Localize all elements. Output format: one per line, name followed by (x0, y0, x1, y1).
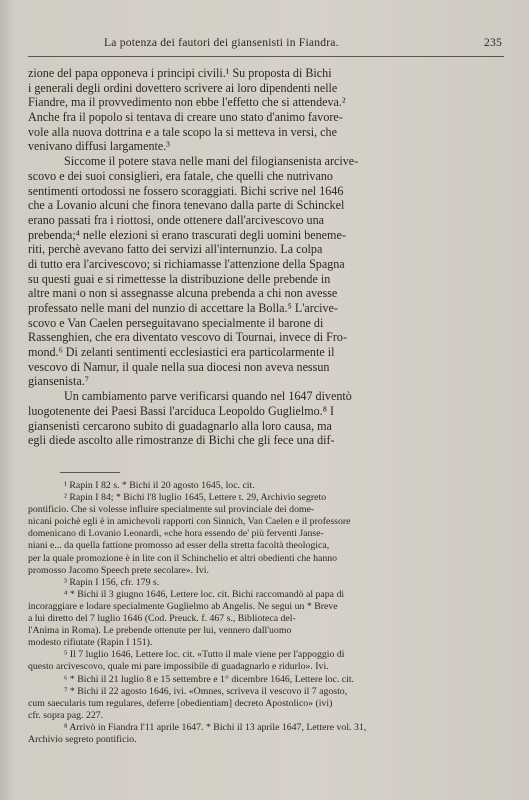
footnote-line: incoraggiare e lodare specialmente Guglielmo ab Angelis. Ne segui un * Breve (28, 600, 338, 612)
text-line: mond.⁶ Di zelanti sentimenti ecclesiastici era particolarmente il (28, 345, 335, 360)
footnote-line: l'Anima in Roma). Le prebende ottenute per lui, vennero dall'uomo (28, 625, 292, 637)
footnote-line: ⁵ Il 7 luglio 1646, Lettere loc. cit. «Tutto il male viene per l'appoggio di (64, 649, 345, 661)
text-line: su questi guai e si rimettesse la distribuzione delle prebende in (28, 271, 331, 286)
text-line: luogotenente dei Paesi Bassi l'arciduca Leopoldo Guglielmo.⁸ I (28, 403, 334, 418)
text-line: scovo e Van Caelen perseguitavano specialmente il barone di (28, 315, 324, 330)
running-header (60, 36, 502, 54)
footnote-line: promosso Jacomo Speech prete secolare». Ivi. (28, 564, 209, 576)
text-line: che a Lovanio alcuni che finora tenevano dalla parte di Schinckel (28, 198, 345, 213)
footnote-line: ² Rapin I 84; * Bichi l'8 luglio 1645, Lettere t. 29, Archivio segreto (64, 492, 327, 504)
text-line: sentimenti ortodossi ne fossero scoraggiati. Bichi scrive nel 1646 (28, 183, 344, 198)
text-line: prebenda;⁴ nelle elezioni si erano trascurati degli uomini beneme- (28, 227, 346, 242)
text-line: giansenisti cercarono subito di guadagnarlo alla loro causa, ma (28, 418, 332, 433)
main-text (28, 66, 504, 448)
footnote-line: per la quale promozione è in lite con il Schinchelio et altri obedienti che hanno (28, 552, 338, 564)
footnote-line: questo arcivescovo, quale mi pare impossibile di guadagnarlo e ridurlo». Ivi. (28, 661, 329, 673)
text-line: Anche fra il popolo si tentava di creare uno stato d'animo favore- (28, 110, 343, 125)
text-line: riti, perchè avevano fatto dei servizi all'internunzio. La colpa (28, 242, 323, 257)
footnote-line: domenicano di Lovanio Leonardi, «che hora essendo de' più ferventi Janse- (28, 528, 324, 540)
footnotes (28, 480, 504, 746)
text-line: venivano diffusi largamente.³ (28, 139, 170, 154)
footnote-line: ⁴ * Bichi il 3 giugno 1646, Lettere loc. cit. Bichi raccomandò al papa di (64, 588, 345, 600)
text-line: i generali degli ordini dovettero scrivere ai loro dipendenti nelle (28, 80, 338, 95)
footnote-line: ¹ Rapin I 82 s. * Bichi il 20 agosto 1645, loc. cit. (64, 480, 255, 491)
text-line: erano passati fra i riottosi, onde ottenere dall'arcivescovo una (28, 212, 325, 227)
page-number: 235 (484, 36, 502, 49)
footnote-line: nicani poichè egli è in amichevoli rapporti con Sinnich, Van Caelen e il professore (28, 516, 351, 528)
text-line: vescovo di Namur, il quale nella sua diocesi non aveva nessun (28, 359, 330, 374)
footnote-line: ⁷ * Bichi il 22 agosto 1646, ivi. «Omnes, scriveva il vescovo il 7 agosto, (64, 685, 348, 697)
running-title: La potenza dei fautori dei giansenisti in Fiandra. (104, 36, 339, 49)
footnote-line: ⁶ * Bichi il 21 luglio 8 e 15 settembre e 1° dicembre 1646, Lettere loc. cit. (64, 673, 355, 685)
text-line: scovo e dei suoi consiglieri, era fatale, che quelli che nutrivano (28, 168, 333, 183)
text-line: Fiandre, ma il provvedimento non ebbe l'effetto che si attendeva.² (28, 95, 346, 110)
footnote-line: cfr. sopra pag. 227. (28, 709, 104, 721)
footnote-line: ³ Rapin I 156, cfr. 179 s. (64, 576, 160, 588)
text-line: zione del papa opponeva i principi civili.¹ Su proposta di Bichi (28, 66, 332, 80)
footnote-line: Archivio segreto pontificio. (28, 733, 137, 745)
text-line: professato nelle mani del nunzio di accettare la Bolla.⁵ L'arcive- (28, 301, 338, 315)
footnote-line: cum saecularis tum regulares, deferre [obedientiam] decreto Apostolico» (ivi) (28, 697, 333, 709)
footnote-line: a lui diretto del 7 luglio 1646 (Cod. Preuck. f. 467 s., Biblioteca del- (28, 613, 296, 625)
text-line: di tutto era l'arcivescovo; si richiamasse l'attenzione della Spagna (28, 256, 345, 271)
text-line: vole alla nuova dottrina e a tale scopo la si metteva in versi, che (28, 124, 337, 139)
header-rule (28, 56, 504, 57)
footnote-line: pontificio. Che si volesse influire specialmente sul provinciale dei dome- (28, 504, 315, 516)
text-line: egli diede ascolto alle rimostranze di Bichi che gli fece una dif- (28, 433, 335, 448)
text-line: Siccome il potere stava nelle mani del filogiansenista arcive- (64, 154, 359, 169)
footnote-line: modesto rifiutate (Rapin I 151). (28, 637, 153, 649)
footnote-line: niani e... da quella fattione promosso ad esser della stretta facoltà theologica, (28, 540, 330, 552)
footnote-line: ⁸ Arrivò in Fiandra l'11 aprile 1647. * Bichi il 13 aprile 1647, Lettere vol. 31, (64, 721, 367, 733)
text-line: Un cambiamento parve verificarsi quando nel 1647 diventò (64, 389, 352, 404)
text-line: Rassenghien, che era diventato vescovo di Tournai, invece di Fro- (28, 330, 347, 345)
text-line: giansenista.⁷ (28, 374, 89, 389)
footnote-separator (60, 472, 120, 473)
text-line: altre mani o non si assegnasse alcuna prebenda a chi non avesse (28, 286, 338, 301)
